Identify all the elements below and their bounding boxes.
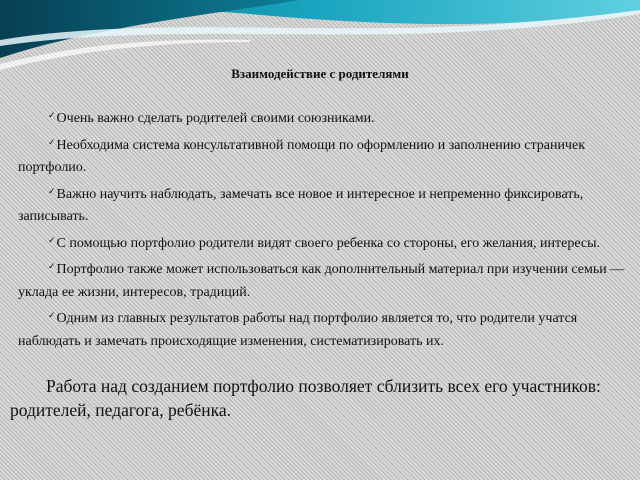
- check-icon: ✓: [48, 234, 56, 245]
- list-item-text: Одним из главных результатов работы над портфолио является то, что родители учатся наблюдать и замечать происходящие изменения, систематизировать их.: [18, 311, 578, 349]
- check-icon: ✓: [48, 110, 56, 120]
- list-item: [18, 131, 632, 180]
- list-item: [18, 180, 632, 229]
- summary-paragraph: Работа над созданием портфолио позволяет сблизить всех его участников: родителей, педагога, ребёнка.: [10, 376, 601, 420]
- list-item-text: Портфолио также может использоваться как дополнительный материал при изучении семьи — уклада ее жизни, интересов, традиций.: [18, 262, 625, 300]
- list-item-text: Очень важно сделать родителей своими союзниками.: [56, 111, 375, 126]
- list-item-text: С помощью портфолио родители видят своего ребенка со стороны, его желания, интересы.: [56, 235, 601, 251]
- list-item: [18, 255, 632, 304]
- check-icon: ✓: [48, 310, 56, 320]
- list-item: [18, 229, 632, 256]
- list-item-text: Необходима система консультативной помощи по оформлению и заполнению страничек портфолио.: [18, 137, 585, 175]
- bullet-list: [18, 104, 632, 353]
- check-icon: ✓: [48, 136, 56, 147]
- list-item-text: Важно научить наблюдать, замечать все новое и интересное и непременно фиксировать, записывать.: [18, 186, 584, 224]
- list-item: [18, 104, 632, 131]
- page-title: Взаимодействие с родителями: [231, 66, 409, 81]
- decorative-wave-banner: [0, 0, 640, 72]
- check-icon: ✓: [48, 185, 56, 196]
- check-icon: ✓: [48, 261, 56, 271]
- list-item: [18, 304, 632, 353]
